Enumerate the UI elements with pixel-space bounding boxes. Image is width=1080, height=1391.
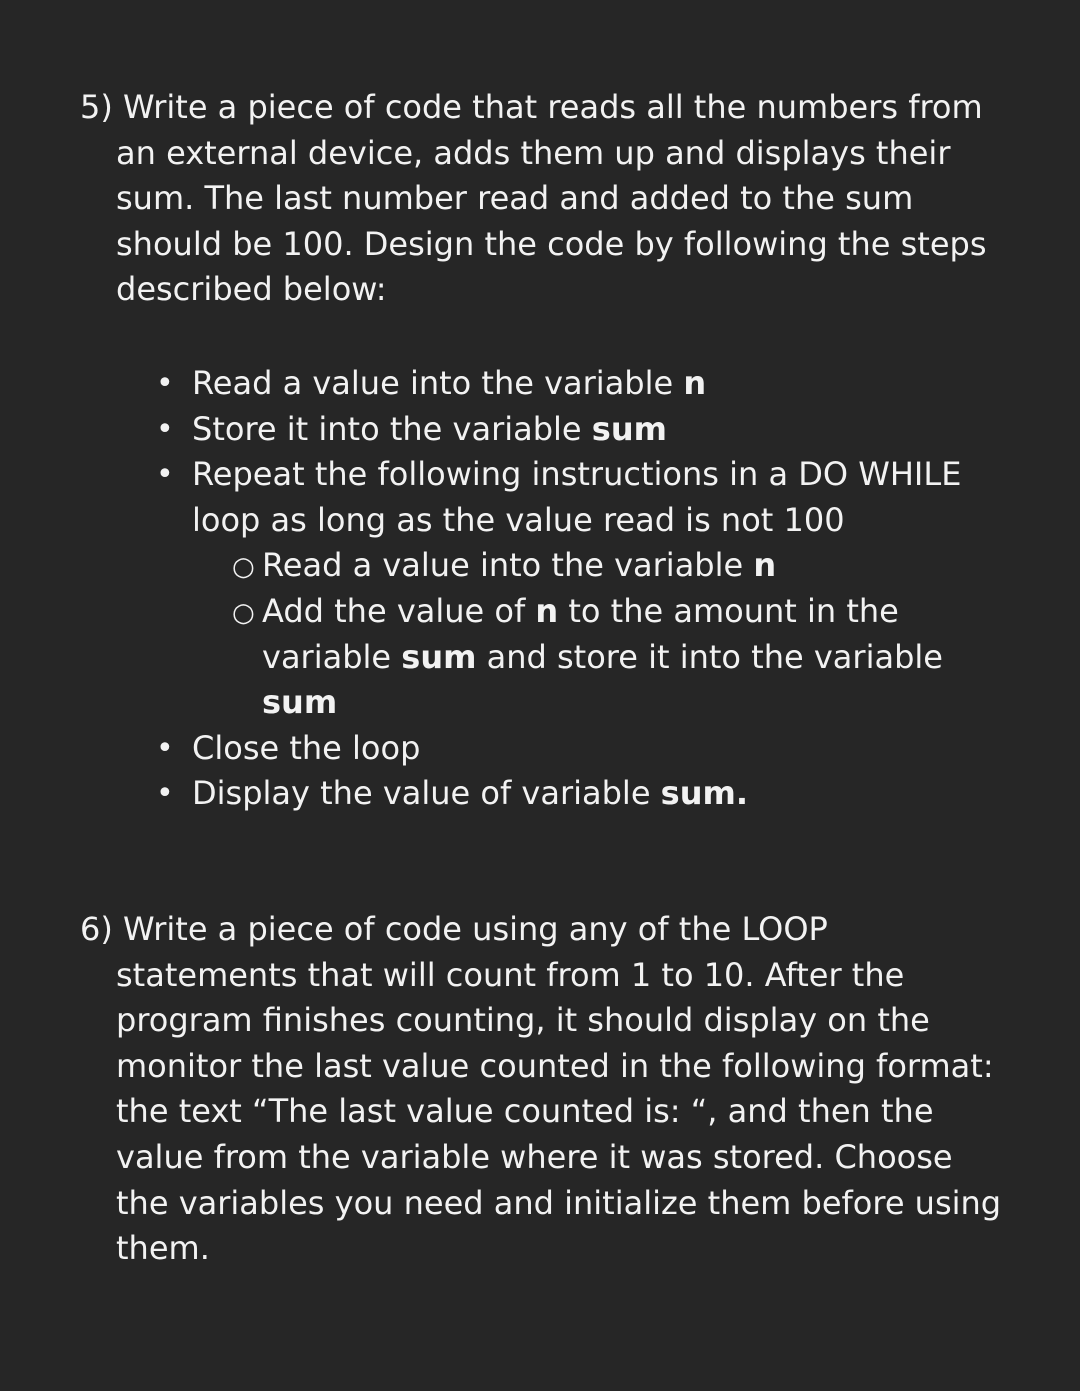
bullet-circle-icon: ○	[232, 597, 255, 628]
question-5-steps	[80, 361, 1010, 817]
step-display-sum: • Display the value of variable sum.	[180, 771, 1010, 817]
bullet-dot-icon: •	[156, 776, 174, 812]
bullet-dot-icon: •	[156, 457, 174, 493]
question-5-text: 5) Write a piece of code that reads all the numbers from an external device, adds them up and displays their sum. The last number read and added to the sum should be 100. Design the code by following the steps described below:	[80, 88, 987, 309]
bullet-circle-icon: ○	[232, 552, 255, 583]
question-6	[80, 907, 1010, 1272]
substep-read-n: ○ Read a value into the variable n	[256, 543, 1010, 589]
question-6-text: 6) Write a piece of code using any of the LOOP statements that will count from 1 to 10. After the program finishes counting, it should display on the monitor the last value counted in the following format: the text “The last value counted is: “, and then the value from the variable where it was stored. Choose the variables you need and initialize them before using them.	[80, 910, 1002, 1268]
question-5	[80, 85, 1010, 817]
bullet-dot-icon: •	[156, 365, 174, 401]
substep-add-to-sum: ○ Add the value of n to the amount in the variable sum and store it into the variable sum	[232, 591, 943, 722]
step-read-n: • Read a value into the variable n	[180, 361, 1010, 407]
step-store-sum: • Store it into the variable sum	[180, 407, 1010, 453]
step-repeat-loop: • Repeat the following instructions in a DO WHILE loop as long as the value read is not 100	[180, 452, 1010, 543]
step-close-loop: • Close the loop	[180, 726, 1010, 772]
bullet-dot-icon: •	[156, 730, 174, 766]
bullet-dot-icon: •	[156, 411, 174, 447]
